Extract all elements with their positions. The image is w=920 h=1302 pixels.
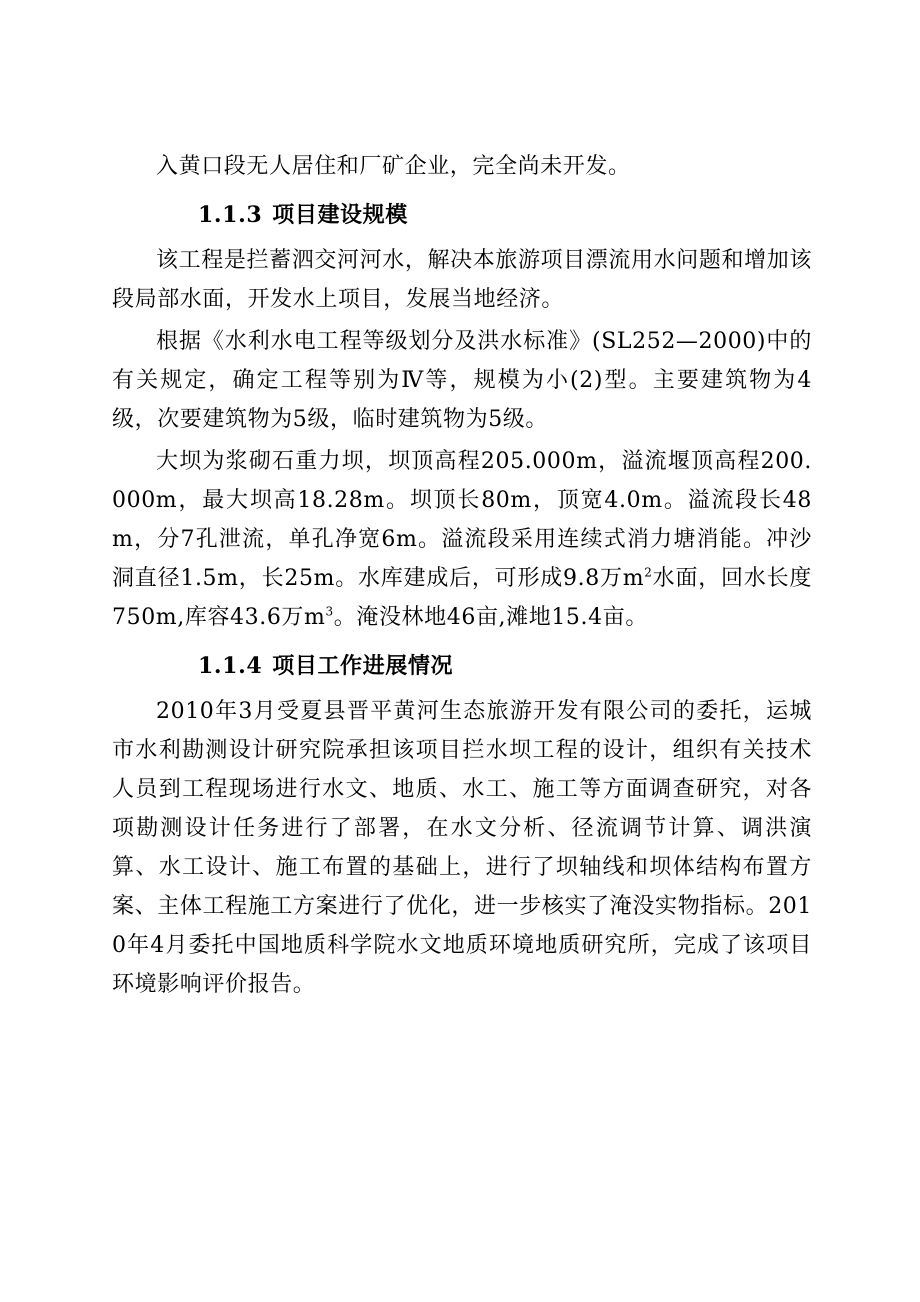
dam-specs-text-c: 。淹没林地46亩,滩地15.4亩。 bbox=[333, 605, 648, 630]
paragraph-intro: 入黄口段无人居住和厂矿企业，完全尚未开发。 bbox=[156, 154, 631, 179]
section-heading-1-1-3 bbox=[112, 196, 812, 235]
section-number: 1.1.3 bbox=[198, 202, 263, 228]
superscript-cubic: 3 bbox=[325, 604, 334, 619]
section-title: 项目建设规模 bbox=[272, 202, 408, 228]
paragraph-standard: 根据《水利水电工程等级划分及洪水标准》(SL252—2000)中的有关规定，确定工程等别为Ⅳ等，规模为小(2)型。主要建筑物为4级，次要建筑物为5级，临时建筑物为5级。 bbox=[112, 329, 812, 432]
section-title: 项目工作进展情况 bbox=[272, 653, 454, 679]
superscript-square: 2 bbox=[644, 565, 653, 580]
paragraph-dam-specs bbox=[112, 442, 812, 637]
paragraph-purpose: 该工程是拦蓄泗交河河水，解决本旅游项目漂流用水问题和增加该段局部水面，开发水上项目，发展当地经济。 bbox=[112, 248, 812, 312]
section-number: 1.1.4 bbox=[198, 653, 263, 679]
dam-specs-text-b: 水面，回水长度750m,库容43.6万m bbox=[112, 566, 812, 630]
paragraph-progress: 2010年3月受夏县晋平黄河生态旅游开发有限公司的委托，运城市水利勘测设计研究院承担该项目拦水坝工程的设计，组织有关技术人员到工程现场进行水文、地质、水工、施工等方面调查研究，对各项勘测设计任务进行了部署，在水文分析、径流调节计算、调洪演算、水工设计、施工布置的基础上，进行了坝轴线和坝体结构布置方案、主体工程施工方案进行了优化，进一步核实了淹没实物指标。2010年4月委托中国地质科学院水文地质环境地质研究所，完成了该项目环境影响评价报告。 bbox=[112, 699, 812, 997]
document-page bbox=[112, 147, 812, 1007]
section-heading-1-1-4 bbox=[112, 647, 812, 686]
dam-specs-text-a: 大坝为浆砌石重力坝，坝顶高程205.000m，溢流堰顶高程200.000m，最大坝高18.28m。坝顶长80m，顶宽4.0m。溢流段长48m，分7孔泄流，单孔净宽6m。溢流段采用连续式消力塘消能。冲沙洞直径1.5m，长25m。水库建成后，可形成9.8万m bbox=[112, 449, 812, 591]
